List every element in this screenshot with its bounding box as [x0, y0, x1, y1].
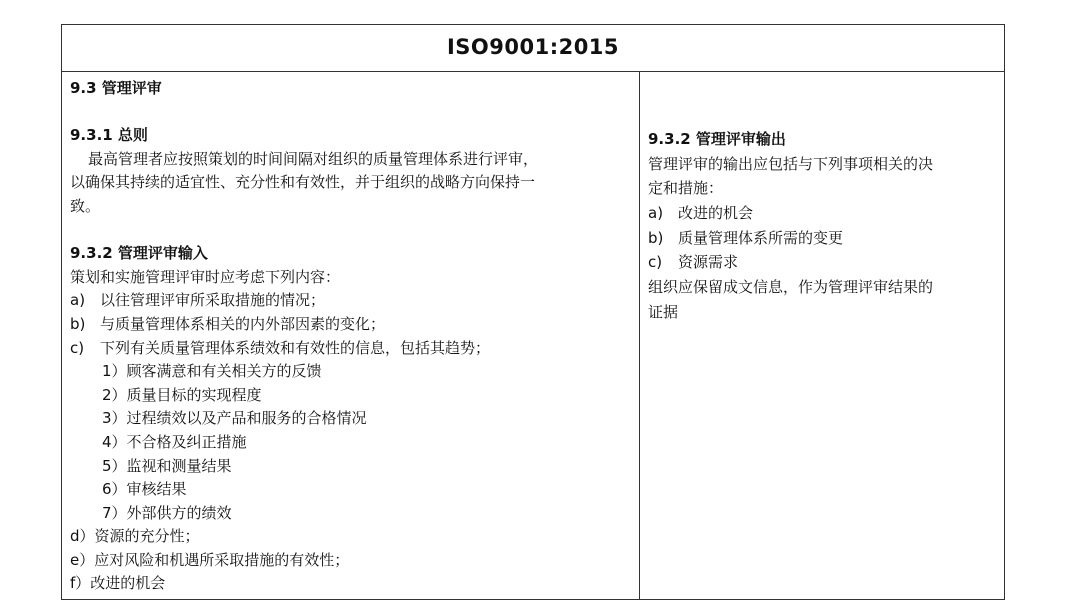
list-marker: c) — [70, 338, 85, 357]
review-input-intro: 策划和实施管理评审时应考虑下列内容： — [70, 267, 341, 286]
general-paragraph-line: 致。 — [70, 196, 101, 215]
sub-list-item: 2）质量目标的实现程度 — [102, 385, 262, 404]
sub-list-item: 4）不合格及纠正措施 — [102, 432, 247, 451]
review-output-intro-line: 定和措施： — [648, 179, 724, 198]
sub-list-item: 1）顾客满意和有关相关方的反馈 — [102, 362, 322, 381]
list-item — [70, 313, 639, 337]
list-marker: a) — [70, 291, 86, 310]
list-item — [648, 250, 998, 275]
sub-list-item: 6）审核结果 — [102, 480, 187, 499]
list-item-text: 与质量管理体系相关的内外部因素的变化； — [100, 314, 386, 333]
list-item-text: 质量管理体系所需的变更 — [678, 228, 844, 247]
list-item-text: 以往管理评审所采取措施的情况； — [100, 291, 326, 310]
general-paragraph-line: 最高管理者应按照策划的时间间隔对组织的质量管理体系进行评审， — [88, 149, 539, 168]
list-item — [70, 337, 639, 361]
list-item-text: 改进的机会 — [678, 204, 754, 223]
list-item: d）资源的充分性； — [70, 527, 200, 546]
iso-clause-table — [61, 24, 1005, 600]
list-item: f）改进的机会 — [70, 574, 166, 593]
sub-list-item: 5）监视和测量结果 — [102, 456, 232, 475]
closing-line: 证据 — [648, 302, 679, 321]
list-marker: b) — [70, 314, 86, 333]
spacer — [70, 219, 639, 243]
review-input-heading: 9.3.2 管理评审输入 — [70, 244, 208, 263]
general-paragraph-line: 以确保其持续的适宜性、充分性和有效性，并于组织的战略方向保持一 — [70, 173, 536, 192]
sub-list-item: 3）过程绩效以及产品和服务的合格情况 — [102, 409, 367, 428]
left-column — [62, 72, 640, 599]
list-item — [648, 226, 998, 251]
list-item: e）应对风险和机遇所采取措施的有效性； — [70, 550, 350, 569]
review-output-intro-line: 管理评审的输出应包括与下列事项相关的决 — [648, 154, 934, 173]
list-item-text: 资源需求 — [678, 253, 739, 272]
list-item — [70, 289, 639, 313]
review-output-heading: 9.3.2 管理评审输出 — [648, 130, 786, 148]
list-item — [648, 201, 998, 226]
list-item-text: 下列有关质量管理体系绩效和有效性的信息，包括其趋势； — [100, 338, 491, 357]
section-heading: 9.3 管理评审 — [70, 79, 162, 97]
table-title: ISO9001:2015 — [62, 25, 1004, 72]
spacer — [70, 101, 639, 125]
right-column — [640, 72, 1004, 599]
general-heading: 9.3.1 总则 — [70, 126, 148, 145]
sub-list-item: 7）外部供方的绩效 — [102, 503, 232, 522]
list-marker: c) — [648, 253, 663, 272]
closing-line: 组织应保留成文信息，作为管理评审结果的 — [648, 278, 934, 297]
list-marker: a) — [648, 204, 664, 223]
list-marker: b) — [648, 228, 664, 247]
